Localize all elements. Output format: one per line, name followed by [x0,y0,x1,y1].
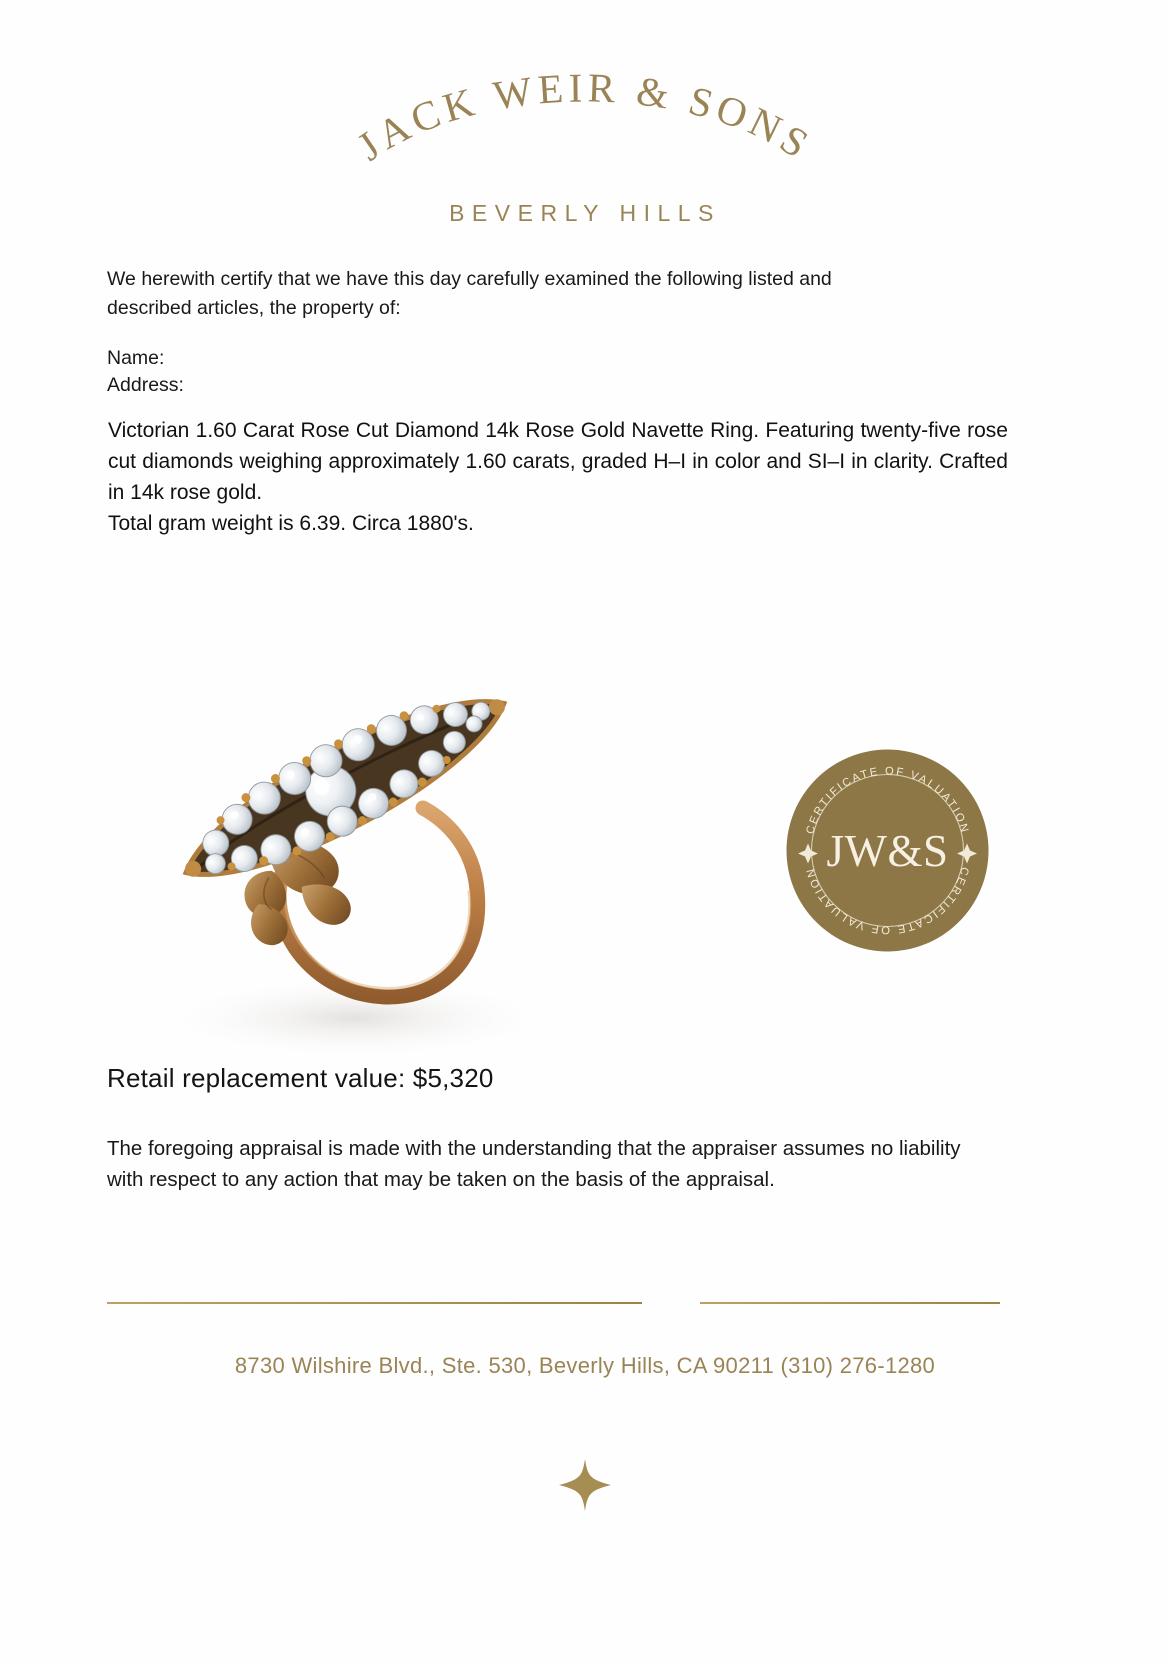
address-field-label: Address: [107,374,184,396]
seal-top-text: CERTIFICATE OF VALUATION [804,765,971,836]
appraisal-disclaimer: The foregoing appraisal is made with the understanding that the appraiser assumes no liability with respect to any action that may be taken on the basis of the appraisal. [107,1137,961,1191]
retail-replacement-value: Retail replacement value: $5,320 [107,1063,494,1093]
four-point-star-icon [555,1455,615,1515]
client-fields [107,345,607,399]
seal-bottom-text: CERTIFICATE OF VALUATION [804,865,971,936]
seal-monogram-text: JW&S [826,826,949,876]
footer-address: 8730 Wilshire Blvd., Ste. 530, Beverly Hills, CA 90211 (310) 276-1280 [234,1353,936,1378]
item-description-last-line: Total gram weight is 6.39. Circa 1880's. [108,512,474,535]
brand-name-text: JACK WEIR & SONS [348,64,821,170]
item-description [108,415,1008,539]
certificate-seal [785,748,990,953]
item-description-main: Victorian 1.60 Carat Rose Cut Diamond 14k Rose Gold Navette Ring. Featuring twenty-five rose cut diamonds weighing approximately 1.60 carats, graded H–I in color and SI–I in clarity. Crafted in 14k rose gold. [108,419,1008,504]
brand-location-text: BEVERLY HILLS [449,200,721,226]
signature-line-right [700,1302,1000,1304]
signature-line-left [107,1302,642,1304]
brand-header [0,64,1170,242]
ring-photo [105,640,585,1070]
name-field-label: Name: [107,347,165,369]
certification-intro-text: We herewith certify that we have this day carefully examined the following listed and described articles, the property of: [107,268,832,319]
